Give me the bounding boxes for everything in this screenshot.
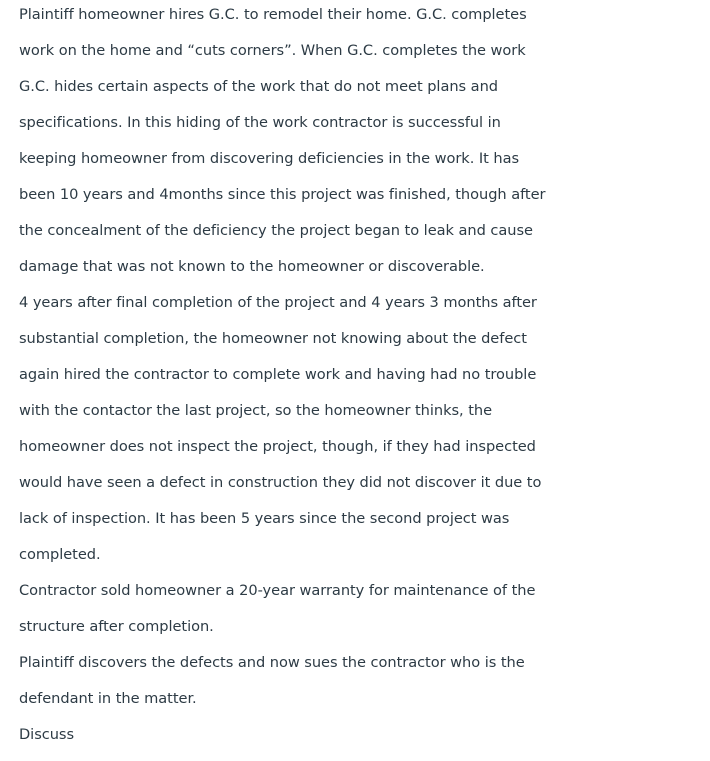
text-line: lack of inspection. It has been 5 years since the second project was [19, 510, 510, 527]
text-line: Plaintiff homeowner hires G.C. to remodel their home. G.C. completes [19, 6, 527, 23]
paragraph-prompt [19, 720, 699, 756]
paragraph-warranty [19, 576, 699, 648]
text-line: work on the home and “cuts corners”. When G.C. completes the work [19, 42, 526, 59]
text-line: homeowner does not inspect the project, though, if they had inspected [19, 438, 536, 455]
text-line: completed. [19, 546, 101, 563]
text-line: would have seen a defect in construction they did not discover it due to [19, 474, 542, 491]
text-line: Discuss [19, 726, 75, 743]
text-line: again hired the contractor to complete work and having had no trouble [19, 366, 537, 383]
text-line: defendant in the matter. [19, 690, 197, 707]
text-line: substantial completion, the homeowner not knowing about the defect [19, 330, 527, 347]
text-line: 4 years after final completion of the project and 4 years 3 months after [19, 294, 537, 311]
document-body [19, 0, 699, 756]
text-line: specifications. In this hiding of the work contractor is successful in [19, 114, 501, 131]
text-line: Contractor sold homeowner a 20-year warranty for maintenance of the [19, 582, 536, 599]
text-line: keeping homeowner from discovering deficiencies in the work. It has [19, 150, 520, 167]
text-line: damage that was not known to the homeowner or discoverable. [19, 258, 485, 275]
text-line: structure after completion. [19, 618, 214, 635]
text-line: been 10 years and 4months since this project was finished, though after [19, 186, 546, 203]
paragraph-first-project [19, 0, 699, 288]
text-line: with the contactor the last project, so the homeowner thinks, the [19, 402, 493, 419]
text-line: the concealment of the deficiency the project began to leak and cause [19, 222, 533, 239]
paragraph-lawsuit [19, 648, 699, 720]
text-line: G.C. hides certain aspects of the work that do not meet plans and [19, 78, 498, 95]
text-line: Plaintiff discovers the defects and now sues the contractor who is the [19, 654, 525, 671]
paragraph-second-project [19, 288, 699, 576]
